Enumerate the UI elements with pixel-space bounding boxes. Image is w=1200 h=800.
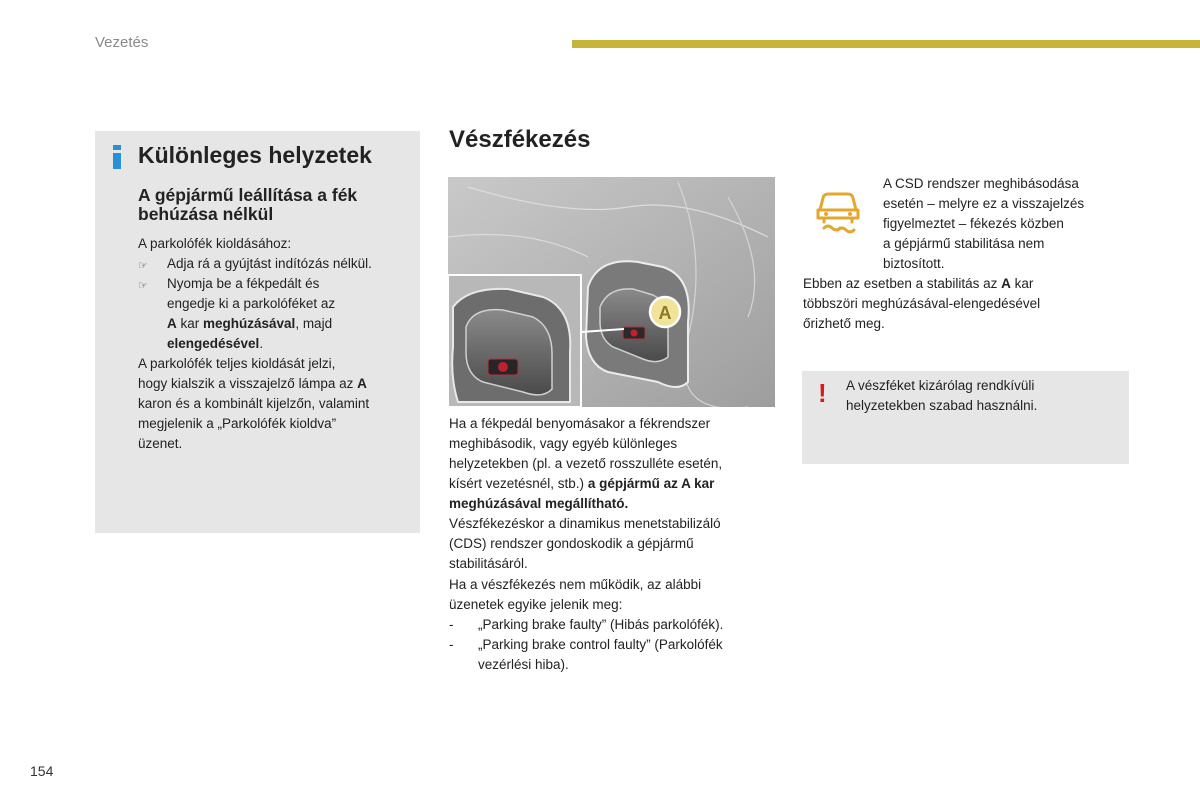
hand-pointer-icon: ☞ bbox=[138, 280, 148, 292]
info-box-subtitle: A gépjármű leállítása a fék behúzása nélkül bbox=[138, 185, 358, 224]
parking-brake-illustration bbox=[448, 177, 775, 407]
emergency-braking-title: Vészfékezés bbox=[449, 126, 591, 153]
info-box-title: Különleges helyzetek bbox=[138, 142, 372, 168]
section-label: Vezetés bbox=[95, 34, 149, 51]
message-parking-brake-control-faulty: „Parking brake control faulty” (Parkolófék bbox=[478, 637, 723, 652]
info-box-text: A parkolófék kioldásához: ☞ Adja rá a gyújtást indítózás nélkül. ☞ Nyomja be a fékpedált és engedje ki a parkolóféket az A kar meghúzásával, majd elengedésével. A parkolófék teljes kioldását jelzi, hogy kialszik a visszajelző lámpa az A karon és a kombinált kijelzőn, valamint megjelenik a „Parkolófék kioldva” üzenet. bbox=[138, 236, 372, 451]
page-number: 154 bbox=[30, 763, 54, 779]
csd-text: A CSD rendszer meghibásodása esetén – melyre ez a visszajelzés figyelmeztet – fékezés közben a gépjármű stabilitása nem biztosított. Ebben az esetben a stabilitás az A kar többszöri meghúzásával-elengedésével őrizhető meg. bbox=[803, 176, 1085, 331]
callout-label-a: A bbox=[658, 303, 672, 323]
message-parking-brake-faulty: „Parking brake faulty” (Hibás parkolófék). bbox=[478, 617, 724, 632]
header-accent-bar bbox=[572, 40, 1200, 48]
exclamation-icon: ! bbox=[818, 378, 827, 408]
warning-text: A vészféket kizárólag rendkívüli helyzetekben szabad használni. bbox=[846, 378, 1038, 413]
info-icon bbox=[113, 145, 121, 169]
hand-pointer-icon: ☞ bbox=[138, 260, 148, 272]
emergency-text: Ha a fékpedál benyomásakor a fékrendszer meghibásodik, vagy egyéb különleges helyzetekben (pl. a vezető rosszulléte esetén, kísért vezetésnél, stb.) a gépjármű az A kar meghúzásával megállítható. Vészfékezéskor a dinamikus menetstabilizáló (CDS) rendszer gondoskodik a gépjármű stabilitásáról. Ha a vészfékezés nem működik, az alábbi üzenetek egyike jelenik meg: - „Parking brake faulty” (Hibás parkolófék). - „Parking brake control faulty” (Parkolófék vezérlési hiba). bbox=[449, 416, 724, 672]
